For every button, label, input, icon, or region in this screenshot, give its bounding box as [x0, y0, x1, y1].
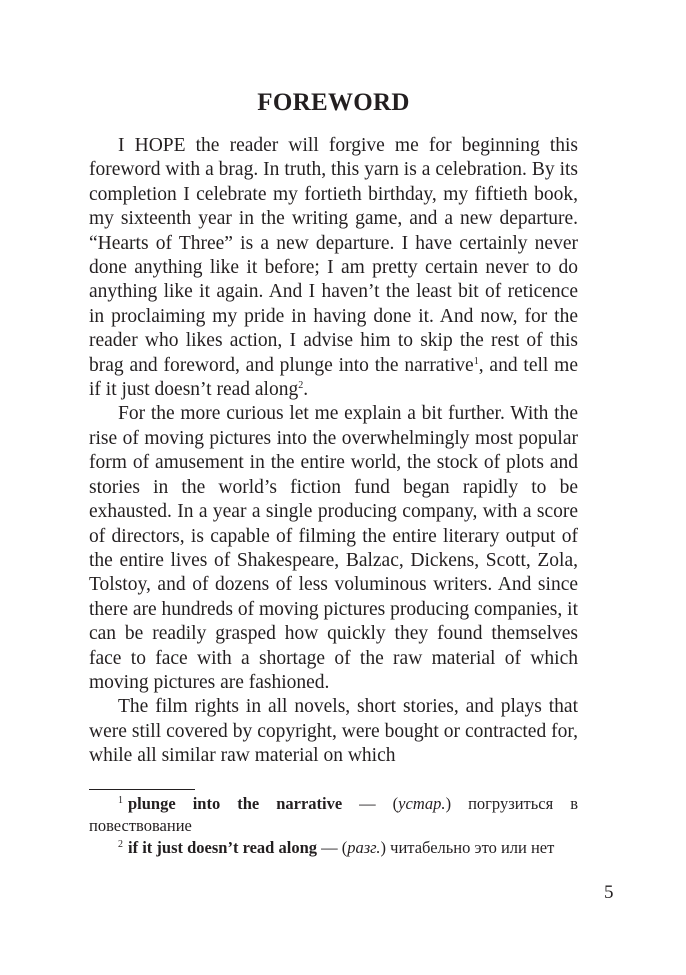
footnote-2-dash: — (: [317, 838, 348, 857]
paragraph-1-text-b: , and tell me if it just doesn’t read along: [89, 354, 579, 401]
footnote-1: [89, 793, 578, 837]
footnote-1-term: plunge into the narrative: [128, 794, 343, 813]
footnote-1-dash: — (: [342, 794, 399, 813]
footnote-1-close: ): [445, 794, 469, 813]
footnote-1-label: устар.: [398, 794, 446, 813]
footnote-ref-2: 2: [298, 380, 304, 392]
page-number: 5: [604, 882, 614, 903]
footnotes: [89, 793, 578, 859]
footnote-2-term: if it just doesn’t read along: [128, 838, 317, 857]
paragraph-1-text-a: I HOPE the reader will forgive me for beginning this foreword with a brag. In truth, this yarn is a celebration. By its completion I celebrate my fortieth birthday, my fiftieth book, my sixteenth year in the writing game, and a new departure. “Hearts of Three” is a new departure. I have certainly never done anything like it before; I am pretty certain never to do anything like it again. And I haven’t the least bit of reticence in proclaiming my pride in having done it. And now, for the reader who likes action, I advise him to skip the rest of this brag and foreword, and plunge into the narrative: [89, 135, 578, 376]
paragraph-1: [89, 134, 578, 402]
footnote-2-translation: читабельно это или нет: [390, 838, 555, 857]
footnote-1-translation: погрузиться в повествование: [89, 794, 578, 835]
paragraph-2: For the more curious let me explain a bit further. With the rise of moving pictures into the overwhelmingly most popular form of amusement in the entire world, the stock of plots and stories in the world’s fiction fund began rapidly to be exhausted. In a year a single producing company, with a score of directors, is capable of filming the entire literary output of the entire lives of Shakespeare, Balzac, Dickens, Scott, Zola, Tolstoy, and of dozens of less voluminous writers. And since there are hundreds of moving pictures producing companies, it can be readily grasped how quickly they found themselves face to face with a shortage of the raw material of which moving pictures are fashioned.: [89, 403, 578, 693]
footnote-2-label: разг.: [347, 838, 381, 857]
main-text: [89, 134, 578, 769]
paragraph-3: The film rights in all novels, short stories, and plays that were still covered by copyright, were bought or contracted for, while all similar raw material on which: [89, 696, 578, 767]
footnote-2-close: ): [380, 838, 391, 857]
footnote-2: [89, 837, 578, 859]
footnote-ref-1: 1: [473, 355, 479, 367]
paragraph-1-text-c: .: [303, 379, 309, 401]
footnote-2-number: 2: [118, 839, 123, 850]
chapter-title: FOREWORD: [257, 89, 410, 116]
footnote-separator: [89, 789, 195, 790]
footnote-1-number: 1: [118, 795, 123, 806]
